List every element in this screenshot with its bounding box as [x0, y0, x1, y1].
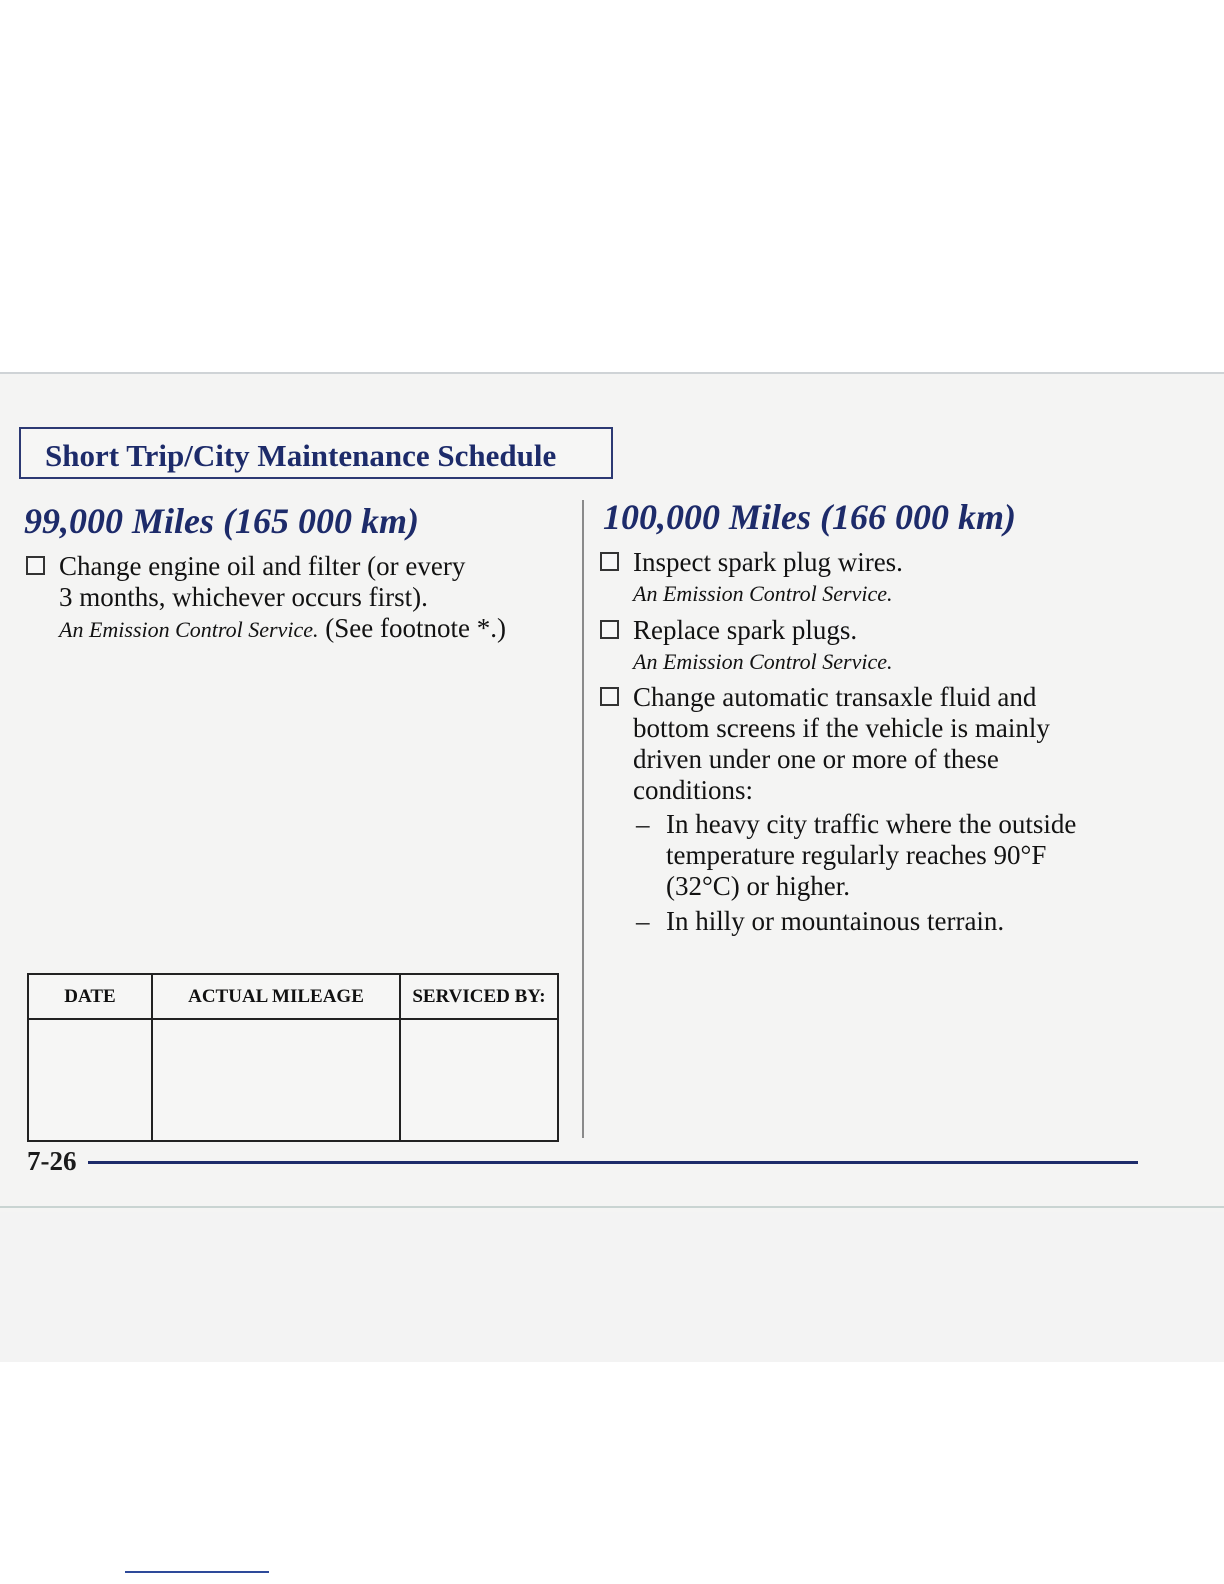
serviced-by-entry-cell[interactable] [400, 1019, 558, 1141]
page-bottom-band [0, 1212, 1224, 1362]
checklist-item-text [633, 682, 1050, 806]
column-header-actual-mileage: ACTUAL MILEAGE [152, 974, 400, 1019]
checklist-item-change-transaxle-fluid [600, 682, 1160, 810]
condition-line: In hilly or mountainous terrain. [666, 906, 1005, 936]
condition-hilly-terrain [636, 906, 1156, 940]
page-number: 7-26 [27, 1146, 77, 1176]
item-line: driven under one or more of these [633, 744, 999, 774]
mileage-heading-99000: 99,000 Miles (165 000 km) [24, 501, 419, 541]
emission-control-note: An Emission Control Service. [633, 649, 893, 674]
checklist-item-change-oil [26, 551, 566, 651]
service-log-table [27, 973, 559, 1142]
bottom-link-underline [125, 1571, 269, 1573]
mileage-heading-100000: 100,000 Miles (166 000 km) [603, 497, 1016, 537]
checklist-item-text [59, 551, 506, 645]
condition-heavy-city-traffic [636, 809, 1156, 905]
emission-control-note: An Emission Control Service. [59, 617, 319, 642]
column-header-date: DATE [28, 974, 152, 1019]
service-checkbox[interactable] [600, 620, 619, 639]
dash-bullet: – [636, 906, 650, 936]
item-line: Replace spark plugs. [633, 615, 858, 645]
checklist-item-text [633, 615, 893, 677]
checklist-item-inspect-spark-plug-wires [600, 547, 1160, 611]
condition-text [666, 906, 1004, 937]
checklist-item-text [633, 547, 903, 609]
item-note-line [59, 613, 506, 645]
section-title: Short Trip/City Maintenance Schedule [45, 438, 557, 473]
item-line: 3 months, whichever occurs first). [59, 582, 428, 612]
service-log-header-row [28, 974, 558, 1019]
condition-line: temperature regularly reaches 90°F [666, 840, 1047, 870]
page-top-edge [0, 372, 1224, 374]
item-line: conditions: [633, 775, 753, 805]
condition-line: In heavy city traffic where the outside [666, 809, 1077, 839]
service-checkbox[interactable] [600, 552, 619, 571]
item-line: bottom screens if the vehicle is mainly [633, 713, 1050, 743]
page-bottom-edge [0, 1206, 1224, 1208]
column-divider [582, 500, 584, 1138]
item-line: Inspect spark plug wires. [633, 547, 903, 577]
footnote-reference: (See footnote *.) [325, 613, 506, 643]
service-log-entry-row [28, 1019, 558, 1141]
date-entry-cell[interactable] [28, 1019, 152, 1141]
condition-line: (32°C) or higher. [666, 871, 851, 901]
actual-mileage-entry-cell[interactable] [152, 1019, 400, 1141]
item-line: Change engine oil and filter (or every [59, 551, 466, 581]
condition-text [666, 809, 1076, 902]
emission-control-note: An Emission Control Service. [633, 581, 893, 606]
service-checkbox[interactable] [26, 556, 45, 575]
service-checkbox[interactable] [600, 687, 619, 706]
item-line: Change automatic transaxle fluid and [633, 682, 1037, 712]
section-title-box [19, 427, 613, 479]
dash-bullet: – [636, 809, 650, 839]
checklist-item-replace-spark-plugs [600, 615, 1160, 679]
column-header-serviced-by: SERVICED BY: [400, 974, 558, 1019]
footer-rule [88, 1161, 1138, 1164]
